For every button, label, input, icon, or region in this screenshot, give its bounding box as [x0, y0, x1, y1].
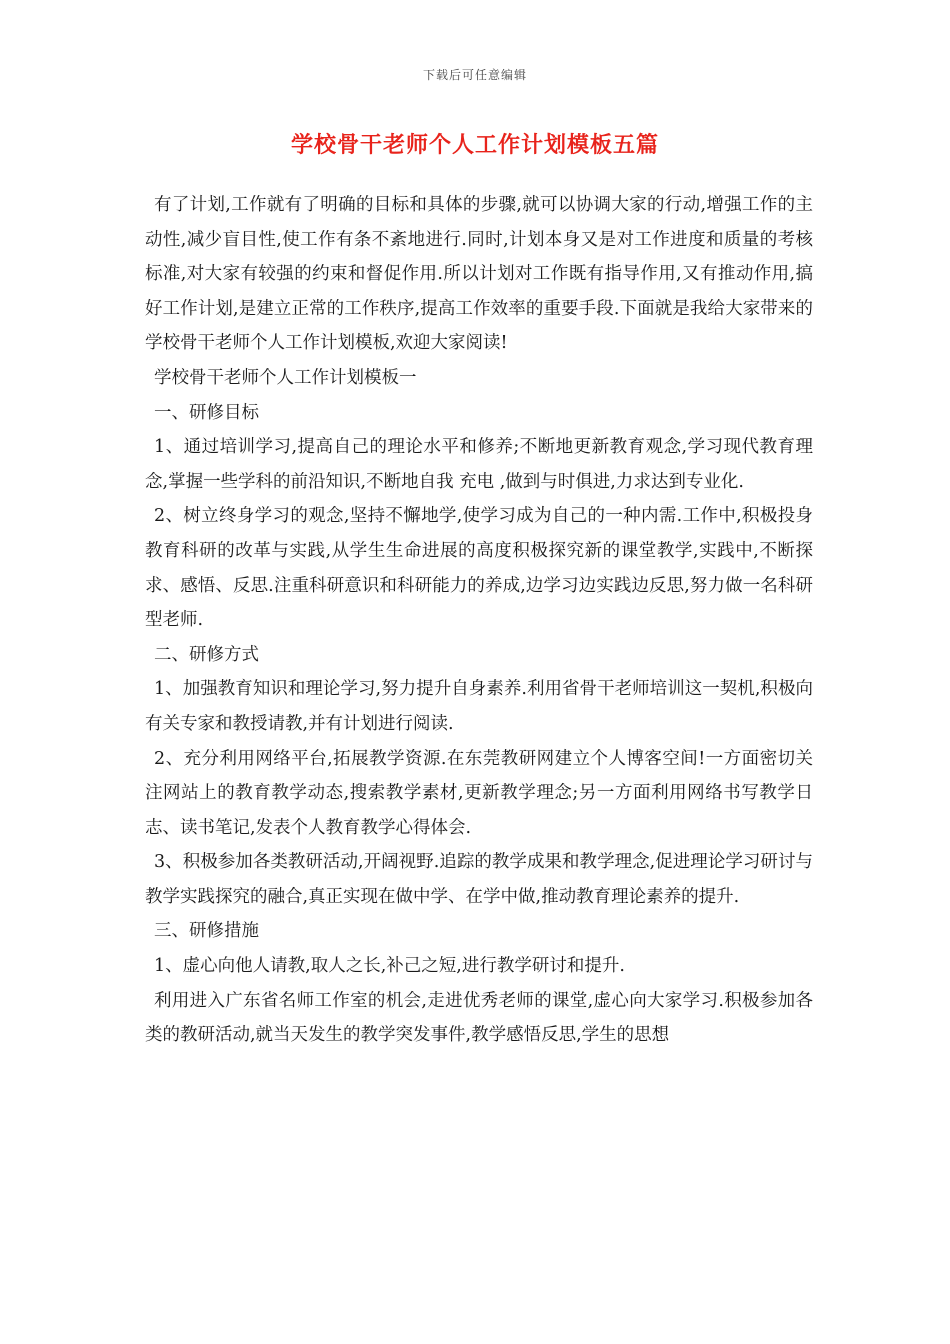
section-heading-measures: 三、研修措施 [154, 921, 259, 942]
paragraph-goal-1: 1、通过培训学习,提高自己的理论水平和修养;不断地更新教育观念,学习现代教育理念,掌握一些学科的前沿知识,不断地自我 充电 ,做到与时俱进,力求达到专业化. [145, 437, 813, 492]
document-body [145, 188, 813, 1053]
intro-paragraph: 有了计划,工作就有了明确的目标和具体的步骤,就可以协调大家的行动,增强工作的主动性,减少盲目性,使工作有条不紊地进行.同时,计划本身又是对工作进度和质量的考核标准,对大家有较强的约束和督促作用.所以计划对工作既有指导作用,又有推动作用,搞好工作计划,是建立正常的工作秩序,提高工作效率的重要手段.下面就是我给大家带来的学校骨干老师个人工作计划模板,欢迎大家阅读! [145, 195, 813, 354]
document-title: 学校骨干老师个人工作计划模板五篇 [290, 132, 659, 158]
header-note: 下载后可任意编辑 [422, 68, 527, 82]
section-heading-goals: 一、研修目标 [154, 402, 259, 423]
paragraph-method-1: 1、加强教育知识和理论学习,努力提升自身素养.利用省骨干老师培训这一契机,积极向有关专家和教授请教,并有计划进行阅读. [145, 679, 813, 734]
section-heading-methods: 二、研修方式 [154, 644, 259, 665]
section-heading-template-one: 学校骨干老师个人工作计划模板一 [154, 367, 417, 388]
paragraph-method-2: 2、充分利用网络平台,拓展教学资源.在东莞教研网建立个人博客空间!一方面密切关注网站上的教育教学动态,搜索教学素材,更新教学理念;另一方面利用网络书写教学日志、读书笔记,发表个人教育教学心得体会. [145, 748, 813, 838]
paragraph-method-3: 3、积极参加各类教研活动,开阔视野.追踪的教学成果和教学理念,促进理论学习研讨与教学实践探究的融合,真正实现在做中学、在学中做,推动教育理论素养的提升. [145, 852, 813, 907]
paragraph-measure-detail: 利用进入广东省名师工作室的机会,走进优秀老师的课堂,虚心向大家学习.积极参加各类的教研活动,就当天发生的教学突发事件,教学感悟反思,学生的思想 [145, 990, 813, 1046]
paragraph-measure-1: 1、虚心向他人请教,取人之长,补己之短,进行教学研讨和提升. [154, 956, 625, 977]
paragraph-goal-2: 2、树立终身学习的观念,坚持不懈地学,使学习成为自己的一种内需.工作中,积极投身教育科研的改革与实践,从学生生命进展的高度积极探究新的课堂教学,实践中,不断探求、感悟、反思.注重科研意识和科研能力的养成,边学习边实践边反思,努力做一名科研型老师. [145, 506, 813, 631]
